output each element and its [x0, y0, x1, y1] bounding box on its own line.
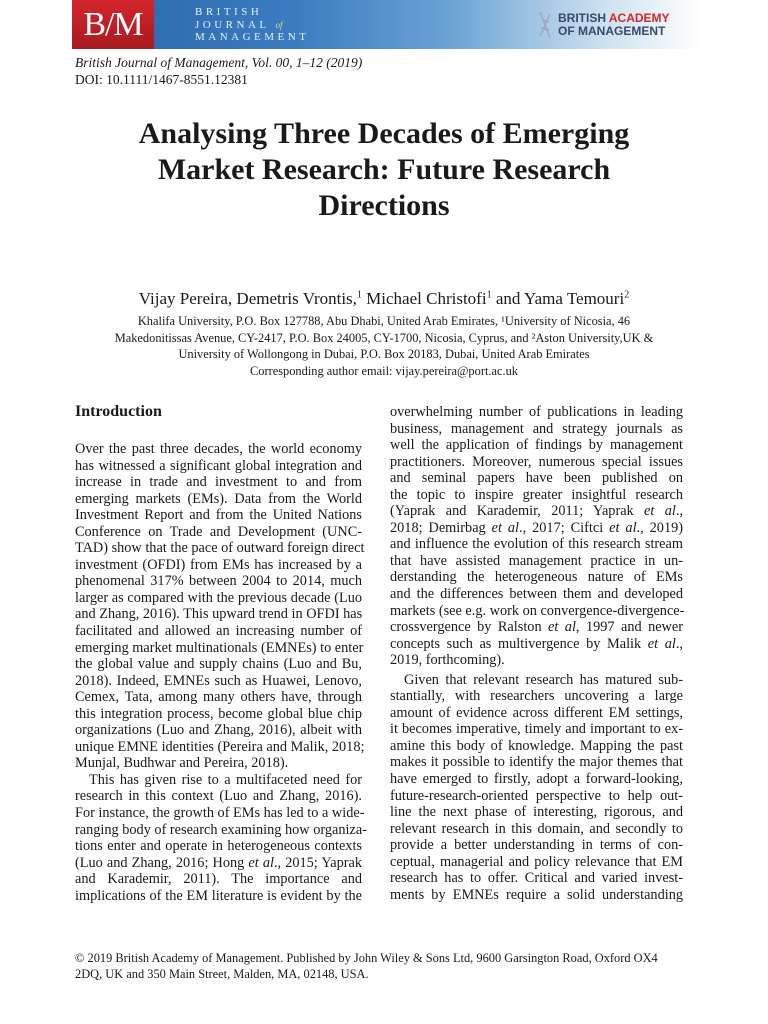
text-line: implications of the EM literature is evident by the — [75, 887, 362, 904]
text-line: this integration process, become global blue chip — [75, 705, 362, 722]
text-line: TAD) show that the pace of outward foreign direct — [75, 540, 365, 557]
text-line: line the next phase of interesting, rigorous, and — [390, 804, 683, 821]
bjm-logo — [72, 0, 154, 49]
text-line: and Zhang, 2016). This upward trend in OFDI has — [75, 606, 363, 623]
text-line: makes it possible to identify the major themes that — [390, 754, 683, 771]
text-line: it becomes imperative, timely and important to ex- — [390, 721, 683, 738]
text-line: business, management and strategy journals as — [390, 420, 683, 437]
affiliation-line: Makedonitissas Avenue, CY-2417, P.O. Box 24005, CY-1700, Nicosia, Cyprus, and ²Aston University,UK & — [114, 330, 654, 345]
affiliation-mark: 1 — [486, 289, 492, 301]
footer-line: © 2019 British Academy of Management. Published by John Wiley & Sons Ltd, 9600 Garsington Road, Oxford OX4 — [75, 951, 658, 965]
affiliation-line: University of Wollongong in Dubai, P.O. Box 20183, Dubai, United Arab Emirates — [178, 347, 590, 362]
journal-name-line: JOURNAL — [195, 18, 270, 31]
text-line: stantially, with researchers uncovering a large — [390, 688, 683, 705]
academy-logo-word: BRITISH — [558, 11, 606, 25]
text-line: 2018; Demirbag et al., 2017; Ciftci et al., 2019) — [390, 519, 683, 536]
text-line: and influence the evolution of this research stream — [390, 536, 683, 553]
title-line: Analysing Three Decades of Emerging — [138, 117, 630, 150]
text-line: amount of evidence across different EM settings, — [390, 704, 683, 721]
text-line: and the differences between them and developed — [390, 586, 683, 603]
citation-block — [75, 54, 362, 88]
copyright-footer — [75, 950, 690, 982]
text-line: ceptual, managerial and policy relevance that EM — [390, 853, 683, 870]
affiliations — [60, 313, 708, 379]
text-line: research has to offer. Critical and varied invest- — [390, 870, 683, 887]
text-line: has witnessed a significant global integration and — [75, 457, 362, 474]
text-line: and seminal papers have been published on — [390, 470, 683, 487]
paragraph — [390, 404, 683, 669]
author-list — [40, 289, 728, 309]
paragraph — [390, 672, 683, 904]
journal-name-line: of — [275, 19, 283, 30]
text-line: emerging markets (EMs). Data from the World — [75, 490, 362, 507]
bjm-logo-text: B/M — [83, 6, 143, 43]
academy-logo — [538, 10, 670, 40]
text-line: Conference on Trade and Development (UNC- — [75, 523, 362, 540]
text-line: ments by EMNEs require a solid understanding — [390, 886, 683, 903]
text-line: the global value and supply chains (Luo and Bu, — [75, 656, 362, 673]
journal-name-line: MANAGEMENT — [195, 31, 310, 43]
text-line: larger as compared with the previous decade (Luo — [75, 589, 362, 606]
text-line: future-research-oriented perspective to help out- — [390, 787, 683, 804]
author-names: and Yama Temouri — [491, 289, 625, 308]
text-line: tions enter and operate in heterogeneous contexts — [75, 838, 362, 855]
text-line: provide a better understanding in terms of con- — [390, 837, 683, 854]
text-line: 2018). Indeed, EMNEs such as Huawei, Lenovo, — [75, 672, 362, 689]
footer-line: 2DQ, UK and 350 Main Street, Malden, MA, 02148, USA. — [75, 967, 369, 981]
text-line: well the application of findings by management — [390, 437, 683, 454]
text-line: Cemex, Tata, among many others have, through — [75, 689, 362, 706]
text-line: relevant research in this domain, and secondly to — [390, 820, 683, 837]
paragraph — [75, 771, 367, 904]
text-line: the topic to inspire greater insightful research — [390, 486, 683, 503]
text-line: amine this body of knowledge. Mapping the past — [390, 737, 683, 754]
text-line: have emerged to firstly, adopt a forward-looking, — [390, 771, 683, 788]
text-line: This has given rise to a multifaceted need for — [89, 771, 362, 788]
text-line: Investment Report and from the United Nations — [75, 507, 362, 524]
right-column — [390, 404, 683, 903]
text-line: investment (OFDI) from EMs has increased by a — [75, 556, 362, 573]
text-line: facilitated and allowed an increasing number of — [75, 623, 362, 640]
text-line: Munjal, Budhwar and Pereira, 2018). — [75, 755, 289, 772]
text-line: organizations (Luo and Zhang, 2016), albeit with — [75, 722, 362, 739]
paper-title — [60, 116, 708, 224]
author-names: Michael Christofi — [361, 289, 487, 308]
text-line: markets (see e.g. work on convergence-divergence- — [390, 602, 685, 619]
text-line: and Karademir, 2011). The importance and — [75, 871, 362, 888]
text-line: concepts such as multivergence by Malik et al., — [390, 635, 684, 652]
affiliation-mark: 2 — [624, 289, 630, 301]
text-line: overwhelming number of publications in leading — [390, 404, 683, 420]
text-line: (Luo and Zhang, 2016; Hong et al., 2015; Yaprak — [75, 854, 362, 871]
text-line: Given that relevant research has matured sub- — [404, 671, 683, 688]
academy-logo-word: ACADEMY — [608, 11, 670, 25]
text-line: emerging market multinationals (EMNEs) to enter — [75, 639, 364, 656]
text-line: derstanding the heterogeneous nature of EMs — [390, 569, 683, 586]
academy-mark-icon — [538, 10, 552, 40]
author-names: Vijay Pereira, Demetris Vrontis, — [138, 289, 357, 308]
text-line: research in this context (Luo and Zhang, 2016). — [75, 788, 362, 805]
section-heading: Introduction — [75, 403, 162, 420]
title-line: Market Research: Future Research — [157, 153, 611, 186]
title-line: Directions — [318, 189, 450, 222]
text-line: 2019, forthcoming). — [390, 652, 505, 669]
text-line: crossvergence by Ralston et al, 1997 and newer — [390, 619, 683, 636]
corresponding-email: Corresponding author email: vijay.pereira@port.ac.uk — [250, 363, 518, 378]
text-line: Over the past three decades, the world economy — [75, 441, 362, 457]
text-line: increase in trade and investment to and from — [75, 474, 362, 491]
text-line: unique EMNE identities (Pereira and Malik, 2018; — [75, 738, 365, 755]
journal-name-logo — [195, 6, 309, 44]
text-line: (Yaprak and Karademir, 2011; Yaprak et al., — [390, 503, 683, 520]
text-line: that have assisted management practice in un- — [390, 552, 683, 569]
affiliation-mark: 1 — [356, 289, 362, 301]
doi: DOI: 10.1111/1467-8551.12381 — [75, 72, 248, 87]
text-line: phenomenal 317% between 2004 to 2014, much — [75, 573, 362, 590]
paragraph — [75, 441, 365, 772]
text-line: practitioners. Moreover, numerous special issues — [390, 453, 683, 470]
journal-name-line: BRITISH — [195, 6, 263, 18]
journal-citation: British Journal of Management, Vol. 00, 1–12 (2019) — [75, 55, 363, 70]
text-line: For instance, the growth of EMs has led to a wide- — [75, 805, 365, 822]
left-column — [75, 441, 367, 904]
affiliation-line: Khalifa University, P.O. Box 127788, Abu Dhabi, United Arab Emirates, ¹University of Nicosia, 46 — [137, 314, 631, 328]
academy-logo-line: OF MANAGEMENT — [558, 24, 666, 38]
text-line: ranging body of research examining how organiza- — [75, 821, 367, 838]
